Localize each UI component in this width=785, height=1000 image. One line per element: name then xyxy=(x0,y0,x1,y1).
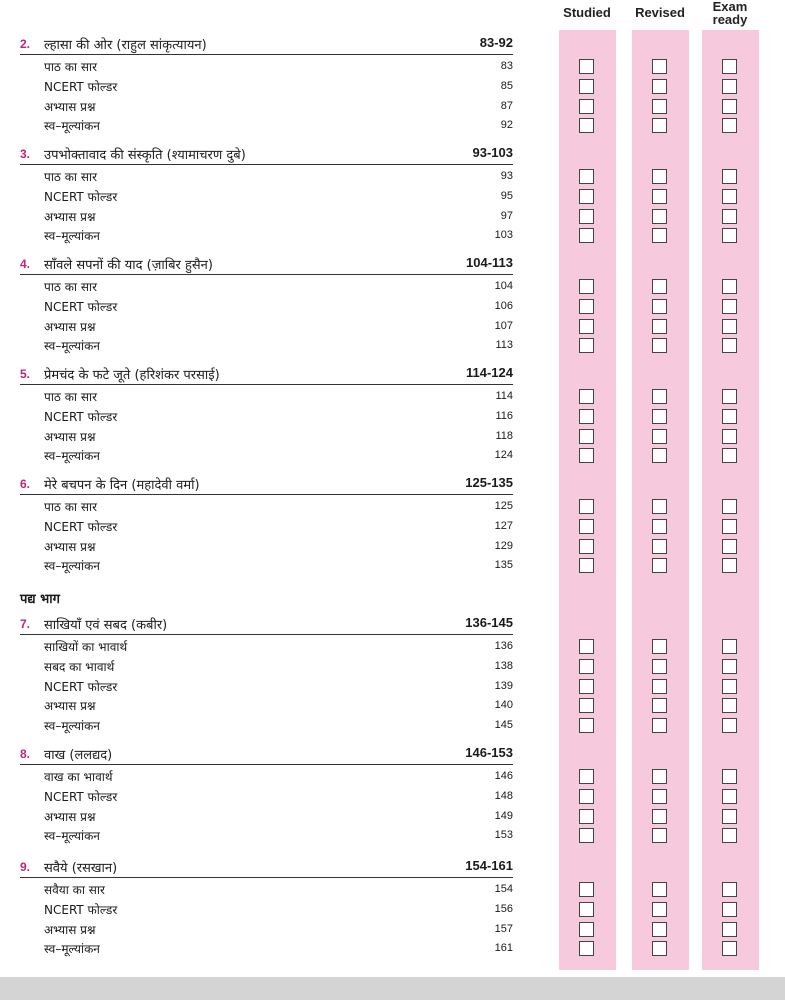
exam-ready-checkbox[interactable] xyxy=(722,659,737,674)
revised-checkbox[interactable] xyxy=(652,209,667,224)
list-item xyxy=(44,788,513,806)
studied-checkbox[interactable] xyxy=(579,299,594,314)
item-label: साखियों का भावार्थ xyxy=(44,640,128,654)
item-label: अभ्यास प्रश्न xyxy=(44,809,96,824)
list-item xyxy=(44,188,513,206)
list-item xyxy=(44,498,513,516)
chapter-heading xyxy=(20,744,513,764)
revised-checkbox[interactable] xyxy=(652,299,667,314)
item-page-number: 149 xyxy=(494,809,513,822)
item-label: अभ्यास प्रश्न xyxy=(44,429,96,444)
item-label: स्व–मूल्यांकन xyxy=(44,942,100,957)
exam-ready-checkbox[interactable] xyxy=(722,429,737,444)
chapter-name: सवैये (रसखान) xyxy=(44,861,118,876)
chapter-page-range: 104-113 xyxy=(466,255,513,270)
exam-ready-checkbox[interactable] xyxy=(722,448,737,463)
chapter-page-range: 146-153 xyxy=(465,745,513,760)
chapter-name: मेरे बचपन के दिन (महादेवी वर्मा) xyxy=(44,478,200,493)
list-item xyxy=(44,117,513,135)
footer-bar xyxy=(0,977,785,1000)
item-label: स्व–मूल्यांकन xyxy=(44,119,100,134)
item-label: सबद का भावार्थ xyxy=(44,659,115,674)
studied-checkbox[interactable] xyxy=(579,59,594,74)
exam-ready-checkbox[interactable] xyxy=(722,279,737,294)
studied-checkbox[interactable] xyxy=(579,698,594,713)
exam-ready-checkbox[interactable] xyxy=(722,769,737,784)
item-page-number: 93 xyxy=(500,170,513,182)
item-label: अभ्यास प्रश्न xyxy=(44,99,96,114)
list-item xyxy=(44,278,513,296)
revised-checkbox[interactable] xyxy=(652,718,667,733)
chapter-number: 2. xyxy=(20,37,31,51)
revised-checkbox[interactable] xyxy=(652,319,667,334)
chapter-heading xyxy=(20,144,513,164)
chapter-divider xyxy=(20,274,513,275)
list-item xyxy=(44,808,513,826)
chapter-divider xyxy=(20,384,513,385)
chapter-name: साँवले सपनों की याद (ज़ाबिर हुसैन) xyxy=(44,258,213,273)
studied-checkbox[interactable] xyxy=(579,429,594,444)
item-label: NCERT फोल्डर xyxy=(44,409,118,424)
revised-checkbox[interactable] xyxy=(652,558,667,573)
chapter-name: प्रेमचंद के फटे जूते (हरिशंकर परसाई) xyxy=(44,368,220,383)
exam-ready-header-text: Exam ready xyxy=(712,0,748,27)
list-item xyxy=(44,518,513,536)
chapter-author: (ललद्यद) xyxy=(69,748,113,763)
list-item xyxy=(44,428,513,446)
revised-checkbox[interactable] xyxy=(652,389,667,404)
revised-checkbox[interactable] xyxy=(652,79,667,94)
exam-ready-checkbox[interactable] xyxy=(722,409,737,424)
exam-ready-checkbox[interactable] xyxy=(722,319,737,334)
revised-checkbox[interactable] xyxy=(652,769,667,784)
chapter-heading xyxy=(20,614,513,634)
list-item xyxy=(44,678,513,696)
studied-checkbox[interactable] xyxy=(579,828,594,843)
chapter-heading xyxy=(20,474,513,494)
chapter-page-range: 83-92 xyxy=(479,35,513,50)
list-item xyxy=(44,58,513,76)
chapter-name: वाख (ललद्यद) xyxy=(44,748,113,763)
item-page-number: 146 xyxy=(494,770,513,782)
chapter-author: (राहुल सांकृत्यायन) xyxy=(116,38,207,53)
exam-ready-column-header xyxy=(690,0,770,26)
exam-ready-checkbox[interactable] xyxy=(722,189,737,204)
item-page-number: 127 xyxy=(494,519,513,532)
exam-ready-checkbox[interactable] xyxy=(722,209,737,224)
item-page-number: 106 xyxy=(494,299,513,312)
chapter-heading xyxy=(20,34,513,54)
revised-checkbox[interactable] xyxy=(652,429,667,444)
exam-ready-checkbox[interactable] xyxy=(722,922,737,937)
list-item xyxy=(44,168,513,186)
chapter-author: (श्यामाचरण दुबे) xyxy=(166,148,246,163)
item-label: पाठ का सार xyxy=(44,170,97,184)
item-page-number: 118 xyxy=(495,429,513,442)
item-label: NCERT फोल्डर xyxy=(44,189,118,204)
exam-ready-checkbox[interactable] xyxy=(722,299,737,314)
studied-checkbox[interactable] xyxy=(579,789,594,804)
chapter-divider xyxy=(20,634,513,635)
chapter-divider xyxy=(20,164,513,165)
studied-checkbox[interactable] xyxy=(579,99,594,114)
item-label: स्व–मूल्यांकन xyxy=(44,829,100,844)
exam-ready-checkbox[interactable] xyxy=(722,99,737,114)
studied-checkbox[interactable] xyxy=(579,718,594,733)
item-label: NCERT फोल्डर xyxy=(44,519,118,534)
item-label: पाठ का सार xyxy=(44,500,97,514)
exam-ready-checkbox[interactable] xyxy=(722,79,737,94)
chapter-author: (ज़ाबिर हुसैन) xyxy=(146,258,213,273)
exam-ready-checkbox[interactable] xyxy=(722,679,737,694)
chapter-heading xyxy=(20,857,513,877)
item-page-number: 136 xyxy=(494,640,513,652)
section-title: पद्य भाग xyxy=(20,592,60,607)
chapter-page-range: 93-103 xyxy=(472,145,513,160)
list-item xyxy=(44,447,513,465)
studied-checkbox[interactable] xyxy=(579,338,594,353)
item-page-number: 95 xyxy=(500,189,513,202)
item-page-number: 92 xyxy=(500,119,513,132)
studied-checkbox[interactable] xyxy=(579,189,594,204)
item-page-number: 125 xyxy=(494,500,513,512)
item-page-number: 83 xyxy=(500,60,513,72)
revised-checkbox[interactable] xyxy=(652,882,667,897)
revised-column-header: Revised xyxy=(635,5,685,20)
chapter-divider xyxy=(20,764,513,765)
chapter-name: उपभोक्तावाद की संस्कृति (श्यामाचरण दुबे) xyxy=(44,148,246,163)
exam-ready-checkbox[interactable] xyxy=(722,902,737,917)
item-label: स्व–मूल्यांकन xyxy=(44,339,100,354)
list-item xyxy=(44,337,513,355)
item-page-number: 116 xyxy=(495,409,513,422)
revised-checkbox[interactable] xyxy=(652,639,667,654)
studied-checkbox[interactable] xyxy=(579,659,594,674)
list-item xyxy=(44,921,513,939)
item-page-number: 145 xyxy=(494,719,513,732)
item-page-number: 148 xyxy=(494,789,513,802)
list-item xyxy=(44,78,513,96)
studied-checkbox[interactable] xyxy=(579,902,594,917)
revised-checkbox[interactable] xyxy=(652,118,667,133)
chapter-author: (महादेवी वर्मा) xyxy=(131,478,200,493)
exam-ready-checkbox[interactable] xyxy=(722,519,737,534)
chapter-name: साखियाँ एवं सबद (कबीर) xyxy=(44,618,168,633)
chapter-number: 7. xyxy=(20,617,31,631)
item-page-number: 97 xyxy=(500,209,513,222)
item-page-number: 161 xyxy=(494,942,513,955)
item-label: पाठ का सार xyxy=(44,390,97,404)
exam-ready-checkbox[interactable] xyxy=(722,539,737,554)
chapter-divider xyxy=(20,54,513,55)
revised-checkbox[interactable] xyxy=(652,169,667,184)
studied-checkbox[interactable] xyxy=(579,169,594,184)
studied-checkbox[interactable] xyxy=(579,79,594,94)
studied-checkbox[interactable] xyxy=(579,769,594,784)
item-page-number: 104 xyxy=(494,280,513,292)
revised-checkbox[interactable] xyxy=(652,809,667,824)
studied-checkbox[interactable] xyxy=(579,941,594,956)
revised-checkbox[interactable] xyxy=(652,902,667,917)
chapter-number: 4. xyxy=(20,257,31,271)
list-item xyxy=(44,318,513,336)
list-item xyxy=(44,827,513,845)
chapter-divider xyxy=(20,494,513,495)
studied-checkbox[interactable] xyxy=(579,409,594,424)
revised-checkbox[interactable] xyxy=(652,941,667,956)
studied-checkbox[interactable] xyxy=(579,389,594,404)
list-item xyxy=(44,697,513,715)
item-label: स्व–मूल्यांकन xyxy=(44,559,100,574)
exam-ready-checkbox[interactable] xyxy=(722,389,737,404)
revised-checkbox[interactable] xyxy=(652,922,667,937)
studied-checkbox[interactable] xyxy=(579,882,594,897)
studied-checkbox[interactable] xyxy=(579,809,594,824)
studied-checkbox[interactable] xyxy=(579,448,594,463)
item-page-number: 129 xyxy=(494,539,513,552)
list-item xyxy=(44,227,513,245)
chapter-page-range: 114-124 xyxy=(466,365,513,380)
item-page-number: 139 xyxy=(494,679,513,692)
chapter-number: 6. xyxy=(20,477,31,491)
revised-checkbox[interactable] xyxy=(652,279,667,294)
item-page-number: 114 xyxy=(495,390,513,402)
item-page-number: 138 xyxy=(494,659,513,672)
list-item xyxy=(44,557,513,575)
studied-checkbox[interactable] xyxy=(579,319,594,334)
item-page-number: 103 xyxy=(494,229,513,242)
studied-checkbox[interactable] xyxy=(579,539,594,554)
list-item xyxy=(44,881,513,899)
list-item xyxy=(44,298,513,316)
revised-checkbox[interactable] xyxy=(652,519,667,534)
item-label: सवैया का सार xyxy=(44,883,105,897)
chapter-number: 3. xyxy=(20,147,31,161)
list-item xyxy=(44,408,513,426)
studied-column-header: Studied xyxy=(563,5,611,20)
item-label: अभ्यास प्रश्न xyxy=(44,699,96,714)
list-item xyxy=(44,388,513,406)
studied-checkbox[interactable] xyxy=(579,558,594,573)
studied-checkbox[interactable] xyxy=(579,209,594,224)
list-item xyxy=(44,98,513,116)
item-label: स्व–मूल्यांकन xyxy=(44,229,100,244)
studied-checkbox[interactable] xyxy=(579,228,594,243)
revised-checkbox[interactable] xyxy=(652,698,667,713)
studied-checkbox[interactable] xyxy=(579,118,594,133)
exam-ready-checkbox[interactable] xyxy=(722,698,737,713)
exam-ready-checkbox[interactable] xyxy=(722,718,737,733)
chapter-heading xyxy=(20,254,513,274)
exam-ready-checkbox[interactable] xyxy=(722,639,737,654)
revised-checkbox[interactable] xyxy=(652,499,667,514)
item-label: अभ्यास प्रश्न xyxy=(44,922,96,937)
chapter-author: (रसखान) xyxy=(71,861,118,876)
studied-checkbox[interactable] xyxy=(579,679,594,694)
exam-ready-checkbox[interactable] xyxy=(722,809,737,824)
item-label: NCERT फोल्डर xyxy=(44,79,118,94)
exam-ready-checkbox[interactable] xyxy=(722,558,737,573)
revised-checkbox[interactable] xyxy=(652,659,667,674)
exam-ready-checkbox[interactable] xyxy=(722,228,737,243)
exam-ready-checkbox[interactable] xyxy=(722,882,737,897)
chapter-number: 8. xyxy=(20,747,31,761)
chapter-number: 5. xyxy=(20,367,31,381)
item-label: NCERT फोल्डर xyxy=(44,789,118,804)
item-label: पाठ का सार xyxy=(44,280,97,294)
item-label: स्व–मूल्यांकन xyxy=(44,719,100,734)
chapter-name: ल्हासा की ओर (राहुल सांकृत्यायन) xyxy=(44,38,207,53)
revised-checkbox[interactable] xyxy=(652,59,667,74)
item-label: NCERT फोल्डर xyxy=(44,902,118,917)
item-page-number: 87 xyxy=(500,99,513,112)
item-label: स्व–मूल्यांकन xyxy=(44,449,100,464)
item-label: अभ्यास प्रश्न xyxy=(44,319,96,334)
item-page-number: 113 xyxy=(495,339,513,352)
revised-checkbox[interactable] xyxy=(652,679,667,694)
exam-ready-checkbox[interactable] xyxy=(722,789,737,804)
list-item xyxy=(44,638,513,656)
exam-ready-checkbox[interactable] xyxy=(722,499,737,514)
revised-checkbox[interactable] xyxy=(652,338,667,353)
chapter-page-range: 136-145 xyxy=(465,615,513,630)
item-page-number: 153 xyxy=(494,829,513,842)
chapter-author: (कबीर) xyxy=(131,618,168,633)
chapter-page-range: 154-161 xyxy=(465,858,513,873)
list-item xyxy=(44,940,513,958)
studied-checkbox[interactable] xyxy=(579,519,594,534)
revised-checkbox[interactable] xyxy=(652,99,667,114)
item-label: अभ्यास प्रश्न xyxy=(44,539,96,554)
studied-checkbox[interactable] xyxy=(579,499,594,514)
studied-checkbox[interactable] xyxy=(579,922,594,937)
item-page-number: 154 xyxy=(494,883,513,895)
exam-ready-checkbox[interactable] xyxy=(722,118,737,133)
list-item xyxy=(44,901,513,919)
list-item xyxy=(44,208,513,226)
list-item xyxy=(44,538,513,556)
list-item xyxy=(44,717,513,735)
exam-ready-checkbox[interactable] xyxy=(722,941,737,956)
item-label: अभ्यास प्रश्न xyxy=(44,209,96,224)
exam-ready-checkbox[interactable] xyxy=(722,59,737,74)
item-page-number: 135 xyxy=(494,559,513,572)
exam-ready-checkbox[interactable] xyxy=(722,828,737,843)
revised-checkbox[interactable] xyxy=(652,448,667,463)
chapter-number: 9. xyxy=(20,860,31,874)
item-label: वाख का भावार्थ xyxy=(44,770,113,784)
item-page-number: 157 xyxy=(494,922,513,935)
item-page-number: 140 xyxy=(494,699,513,712)
item-page-number: 156 xyxy=(494,902,513,915)
item-label: NCERT फोल्डर xyxy=(44,679,118,694)
item-page-number: 85 xyxy=(500,79,513,92)
list-item xyxy=(44,658,513,676)
studied-checkbox[interactable] xyxy=(579,639,594,654)
revised-checkbox[interactable] xyxy=(652,789,667,804)
revised-checkbox[interactable] xyxy=(652,228,667,243)
revised-checkbox[interactable] xyxy=(652,409,667,424)
exam-ready-checkbox[interactable] xyxy=(722,169,737,184)
chapter-page-range: 125-135 xyxy=(465,475,513,490)
item-page-number: 107 xyxy=(494,319,513,332)
exam-ready-checkbox[interactable] xyxy=(722,338,737,353)
list-item xyxy=(44,768,513,786)
item-label: NCERT फोल्डर xyxy=(44,299,118,314)
item-page-number: 124 xyxy=(494,449,513,462)
item-label: पाठ का सार xyxy=(44,60,97,74)
chapter-author: (हरिशंकर परसाई) xyxy=(134,368,220,383)
revised-checkbox[interactable] xyxy=(652,828,667,843)
studied-checkbox[interactable] xyxy=(579,279,594,294)
chapter-divider xyxy=(20,877,513,878)
revised-checkbox[interactable] xyxy=(652,539,667,554)
chapter-heading xyxy=(20,364,513,384)
revised-checkbox[interactable] xyxy=(652,189,667,204)
